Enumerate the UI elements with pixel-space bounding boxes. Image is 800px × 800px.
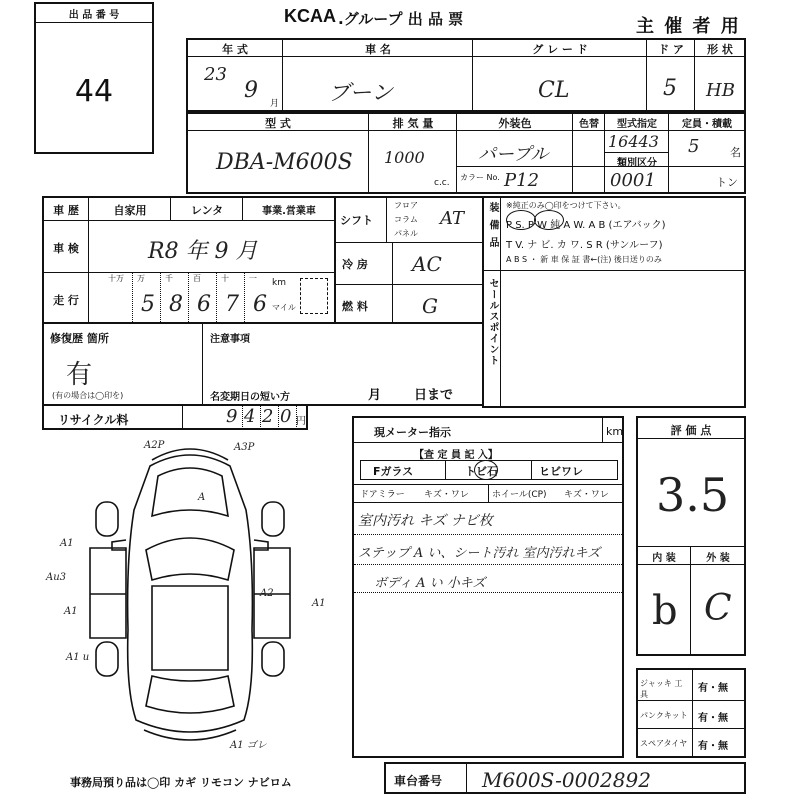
- notes-label: 注意事項: [210, 334, 250, 345]
- color-no-value: P12: [504, 170, 540, 191]
- lot-number-box: [34, 2, 154, 154]
- puncture-label: パンクキット: [640, 711, 688, 720]
- recycle-digit: 0: [280, 406, 297, 427]
- shape-label: 形 状: [707, 43, 733, 56]
- recycle-label: リサイクル料: [58, 413, 129, 427]
- exterior-value: C: [704, 588, 732, 629]
- history-rental[interactable]: レンタ: [190, 204, 224, 217]
- mileage-digit-cell: [132, 272, 160, 322]
- ps-circle: [506, 210, 536, 230]
- mileage-digit-header: 一: [249, 274, 257, 283]
- recycle-unit: 円: [296, 416, 306, 427]
- inspection-label: 車 検: [53, 242, 79, 255]
- wheel-label: ホイール(CP): [492, 490, 547, 500]
- damage-mark-left-front: A1: [60, 538, 74, 549]
- doors-label: ド ア: [658, 43, 684, 56]
- car-name-label: 車 名: [365, 43, 391, 56]
- repair-value: 有: [66, 360, 93, 390]
- capacity-value: 5: [688, 136, 700, 157]
- recycle-block: [42, 404, 308, 430]
- mileage-digit-header: 百: [193, 274, 201, 283]
- comment-line2: ステップ A い、シート汚れ 室内汚れキズ: [358, 546, 601, 561]
- mirror-label: ドアミラー: [360, 490, 405, 500]
- office-note: 事務局預り品は◯印 カギ リモコン ナビロム: [70, 776, 292, 789]
- car-rear-window: [146, 676, 234, 713]
- recycle-digit: 4: [244, 406, 261, 427]
- mileage-digit-cell: [104, 272, 132, 322]
- wheel-rear-right: [262, 642, 284, 676]
- ton-unit: トン: [716, 176, 738, 189]
- car-roof: [152, 586, 228, 670]
- name-change-day: 日まで: [414, 388, 454, 403]
- lot-number-value: 44: [74, 74, 114, 109]
- damage-mark-au3: Au3: [46, 572, 67, 583]
- km-label: km: [272, 278, 286, 288]
- shift-panel[interactable]: パネル: [394, 229, 418, 238]
- color-label: 外装色: [498, 117, 532, 130]
- class-value: 0001: [610, 170, 656, 191]
- wheel-front-right: [262, 502, 284, 536]
- mileage-digit-header: 千: [165, 274, 173, 283]
- shift-value: AT: [440, 208, 465, 229]
- chassis-value: M600S-0002892: [482, 768, 651, 792]
- wheel-rear-left: [96, 642, 118, 676]
- ac-label: 冷 房: [342, 258, 368, 271]
- history-block: [42, 196, 336, 324]
- mileage-digits: [104, 272, 272, 322]
- fuel-label: 燃 料: [342, 300, 368, 313]
- name-change-month: 月: [368, 388, 382, 403]
- damage-mark-a2p: A2P: [144, 440, 165, 451]
- repair-label: 修復歴 箇所: [50, 332, 109, 345]
- meter-unit: km: [606, 425, 624, 438]
- displacement-value: 1000: [384, 148, 425, 167]
- shift-label: シフト: [340, 214, 373, 227]
- month-value: 9: [244, 78, 258, 103]
- equipment-line3: A B S ・ 新 車 保 証 書←(注) 後日送りのみ: [506, 255, 662, 264]
- grade-value: CL: [538, 78, 570, 103]
- header-copy: 主 催 者 用: [636, 16, 741, 37]
- year-value: 23: [204, 64, 227, 85]
- capacity-unit: 名: [730, 146, 741, 159]
- fuel-value: G: [422, 294, 438, 318]
- damage-mark-rear: A1 ゴレ: [230, 740, 267, 751]
- chip-label[interactable]: トビ石: [465, 465, 498, 478]
- header-brand: KCAA: [284, 6, 336, 26]
- equipment-block: [482, 196, 746, 408]
- mileage-digit-value: 8: [169, 292, 183, 317]
- month-unit: 月: [270, 99, 280, 109]
- damage-mark-left-door: A1: [64, 606, 78, 617]
- capacity-label: 定員・積載: [682, 119, 732, 130]
- car-body-outline: [128, 455, 253, 732]
- displacement-label: 排 気 量: [392, 117, 434, 130]
- wheel-options[interactable]: キズ・ワレ: [564, 490, 609, 500]
- mileage-digit-value: 6: [253, 292, 267, 317]
- car-windshield: [146, 538, 234, 580]
- crack-label[interactable]: ヒビワレ: [539, 465, 583, 478]
- sales-point-label: セールスポイント: [487, 278, 498, 366]
- meter-label: 現メーター指示: [374, 426, 451, 439]
- damage-mark-left-rear: A1 u: [66, 652, 90, 663]
- shape-value: HB: [706, 80, 735, 101]
- recycle-digit: 2: [262, 406, 279, 427]
- wheel-front-left: [96, 502, 118, 536]
- repair-block: [42, 322, 484, 406]
- jack-label: ジャッキ 工 具: [640, 679, 683, 699]
- jack-value[interactable]: 有・無: [698, 683, 728, 694]
- rating-block: [636, 416, 746, 656]
- mileage-label: 走 行: [53, 294, 79, 307]
- equipment-label: 装 備 品: [487, 202, 498, 249]
- mileage-digit-header: 十万: [108, 274, 124, 283]
- mileage-digit-value: 6: [197, 292, 211, 317]
- spare-value[interactable]: 有・無: [698, 741, 728, 752]
- vehicle-row2: [186, 112, 746, 194]
- doors-value: 5: [663, 76, 677, 101]
- shift-column[interactable]: コラム: [394, 215, 418, 224]
- inspector-title: 【査 定 員 記 入】: [414, 450, 498, 461]
- model-value: DBA-M600S: [216, 150, 353, 175]
- mileage-digit-value: 5: [141, 292, 155, 317]
- spare-label: スペアタイヤ: [640, 739, 688, 748]
- year-label: 年 式: [222, 43, 248, 56]
- chip-circle: [474, 460, 498, 480]
- mile-label: マイル: [272, 303, 296, 312]
- recycle-digits: [224, 406, 296, 428]
- interior-value: b: [652, 588, 678, 634]
- damage-mark-right-door: A2: [260, 588, 274, 599]
- comment-line1: 室内汚れ キズ ナビ枚: [358, 513, 493, 529]
- interior-label: 内 装: [652, 553, 676, 564]
- grade-label: グ レ ー ド: [532, 43, 588, 56]
- car-name-value: ブーン: [328, 81, 393, 106]
- color-value: パープル: [478, 144, 549, 165]
- damage-mark-hood: A: [198, 492, 206, 503]
- mileage-digit-cell: [216, 272, 244, 322]
- exterior-label: 外 装: [706, 553, 730, 564]
- history-label: 車 歴: [53, 204, 79, 217]
- comment-line3: ボディ A い 小キズ: [374, 576, 486, 591]
- mileage-digit-header: 万: [137, 274, 145, 283]
- shift-floor[interactable]: フロア: [394, 201, 418, 210]
- class-label: 類別区分: [617, 158, 657, 169]
- specs-block: [334, 196, 484, 324]
- puncture-value[interactable]: 有・無: [698, 713, 728, 724]
- mileage-digit-cell: [244, 272, 272, 322]
- chassis-block: [384, 762, 746, 794]
- equipment-line1: P S. P W 純 A W. A B (エアバック): [506, 220, 666, 231]
- mileage-digit-cell: [188, 272, 216, 322]
- model-label: 型 式: [265, 117, 291, 130]
- car-hood: [152, 468, 228, 516]
- mileage-digit-cell: [160, 272, 188, 322]
- color-change-label: 色替: [579, 119, 599, 130]
- color-no-label: カラー No.: [460, 173, 500, 182]
- items-block: [636, 668, 746, 758]
- ac-value: AC: [412, 252, 442, 276]
- inspection-value: R8 年 9 月: [148, 239, 258, 264]
- vehicle-row1: [186, 38, 746, 112]
- header-title: .グループ 出 品 票: [338, 10, 464, 28]
- mile-checkbox[interactable]: [300, 278, 328, 314]
- equipment-note: ※純正のみ◯印をつけて下さい。: [506, 201, 626, 210]
- inspector-block: [352, 416, 624, 758]
- damage-mark-a3p: A3P: [234, 442, 255, 453]
- mirror-options[interactable]: キズ・ワレ: [424, 490, 469, 500]
- repair-note: (有の場合は◯印を): [52, 391, 124, 400]
- cc-unit: c.c.: [434, 178, 450, 188]
- equipment-line2: T V. ナ ビ. カ ワ. S R (サンルーフ): [506, 240, 663, 251]
- type-spec-label: 型式指定: [617, 119, 657, 130]
- history-private[interactable]: 自家用: [113, 204, 147, 217]
- chassis-label: 車台番号: [394, 774, 443, 788]
- fglass-label[interactable]: Fガラス: [373, 465, 414, 478]
- type-spec-value: 16443: [608, 132, 659, 151]
- damage-mark-right-rear: A1: [312, 598, 326, 609]
- recycle-digit: 9: [226, 406, 243, 427]
- rating-label: 評 価 点: [670, 424, 712, 437]
- left-side-panel: [90, 548, 126, 638]
- rating-score: 3.5: [656, 468, 730, 522]
- mileage-digit-value: 7: [225, 292, 239, 317]
- history-business[interactable]: 事業.営業車: [262, 206, 316, 217]
- pw-circle: [534, 210, 564, 230]
- car-damage-diagram: [40, 430, 340, 760]
- lot-number-label: 出 品 番 号: [68, 10, 120, 21]
- mileage-digit-header: 十: [221, 274, 229, 283]
- name-change-label: 名変期日の短い方: [210, 392, 290, 403]
